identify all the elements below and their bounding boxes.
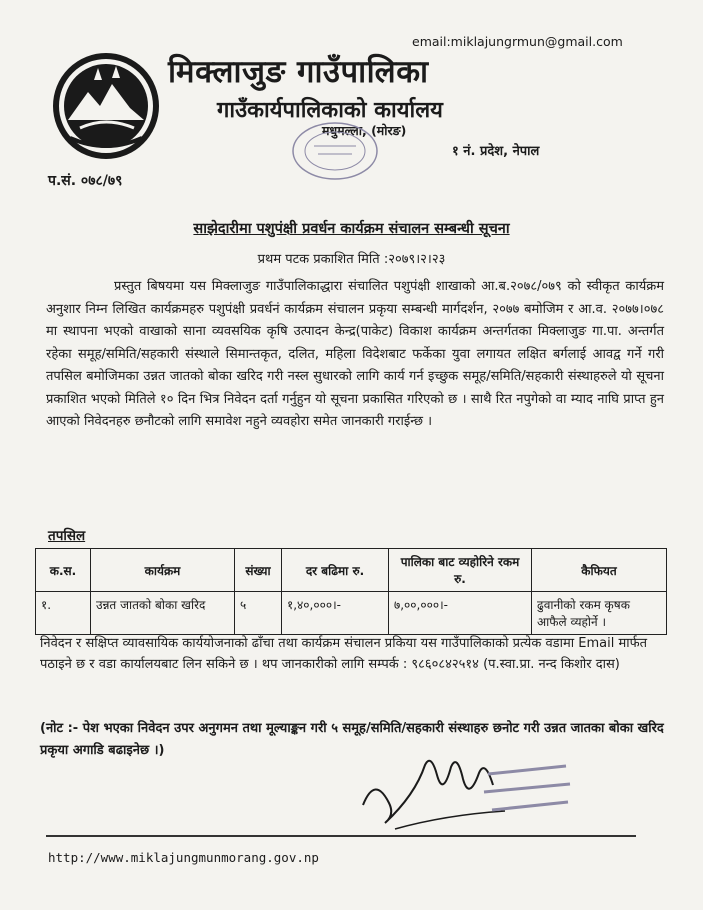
schedule-heading: तपसिल — [48, 528, 86, 544]
header-email: email:miklajungrmun@gmail.com — [412, 34, 623, 49]
publish-date: प्रथम पटक प्रकाशित मिति :२०७९।२।२३ — [257, 252, 446, 267]
reference-number: प.सं. ०७८/७९ — [48, 173, 123, 189]
cell-max-rate: १,४०,०००।- — [282, 592, 389, 635]
application-note: निवेदन र सक्षिप्त व्यावसायिक कार्ययोजनाको ढाँचा तथा कार्यक्रम संचालन प्रकिया यस गाउँपालिकाको प्रत्येक वडामा Email मार्फत पठाइने छ र वडा कार्यालयबाट लिन सकिने छ । थप जानकारीको लागि सम्पर्क : ९८६०८४२५१४ (प.स्वा.प्रा. नन्द किशोर दास) — [40, 636, 648, 672]
table-header-row — [36, 549, 667, 592]
column-header-remarks: कैफियत — [532, 549, 667, 592]
footer-divider — [46, 835, 636, 837]
cell-quantity: ५ — [235, 592, 282, 635]
municipality-title: मिक्लाजुङ गाउँपालिका — [168, 54, 429, 90]
province-label: १ नं. प्रदेश, नेपाल — [452, 144, 540, 159]
column-header-municipality-amount: पालिका बाट व्यहोरिने रकम रु. — [389, 549, 532, 592]
column-header-quantity: संख्या — [235, 549, 282, 592]
office-location: मधुमल्ला, (मोरङ) — [322, 123, 407, 138]
website-url: http://www.miklajungmunmorang.gov.np — [48, 850, 319, 865]
notice-body-text: प्रस्तुत बिषयमा यस मिक्लाजुङ गाउँपालिकाद्धारा संचालित पशुपंक्षी शाखाको आ.ब.२०७८/०७९ को स्वीकृत कार्यक्रम अनुशार निम्न लिखित कार्यक्रमहरु पशुपंक्षी प्रवर्धनं कार्यक्रम संचालन प्रकृया सम्बन्धी मार्गदर्शन, २०७७ बमोजिम र आ.व. २०७७।०७८ मा स्थापना भएको वाखाको साना व्यवसयिक कृषि उत्पादन केन्द्र(पाकेट) विकाश कार्यक्रम अन्तर्गतका मिक्लाजुङ गा.पा. अन्तर्गत रहेका समूह/समिति/सहकारी संस्थाले सिमान्तकृत, दलित, महिला विदेशबाट फर्केका युवा लगायत लक्षित बर्गलाई आवद्व गर्ने गरी तपसिल बमोजिमका उन्नत जातको बोका खरिद गरी नस्ल सुधारको लागि कार्य गर्न इच्छुक समूह/समिति/सहकारी संस्थाहरुले यो सूचना प्रकाशित भएको मितिले १० दिन भित्र निवेदन दर्ता गर्नुहुन यो सूचना प्रकासित गरिएको छ । साथै रित नपुगेको वा म्याद नाघि प्राप्त हुन आएको निवेदनहरु छनौटको लागि समावेश नहुने व्यवहोरा समेत जानकारी गराईन्छ । — [46, 279, 664, 429]
column-header-max-rate: दर बढिमा रु. — [282, 549, 389, 592]
selection-note: (नोट :- पेश भएका निवेदन उपर अनुगमन तथा मूल्याङ्कन गरी ५ समूह/समिति/सहकारी संस्थाहरु छनोट गरी उन्नत जातका बोका खरिद प्रकृया अगाडि बढाइनेछ ।) — [40, 721, 664, 758]
column-header-serial: क.स. — [36, 549, 91, 592]
officer-stamp-icon — [478, 760, 578, 830]
schedule-table — [35, 548, 667, 635]
municipality-emblem-icon — [50, 50, 162, 162]
column-header-program: कार्यक्रम — [91, 549, 235, 592]
cell-program: उन्नत जातको बोका खरिद — [91, 592, 235, 635]
office-subtitle: गाउँकार्यपालिकाको कार्यालय — [217, 98, 443, 123]
table-row — [36, 592, 667, 635]
notice-body — [46, 276, 664, 434]
notice-subject: साझेदारीमा पशुपंक्षी प्रवर्धन कार्यक्रम संचालन सम्बन्धी सूचना — [193, 221, 510, 237]
cell-municipality-amount: ७,००,०००।- — [389, 592, 532, 635]
cell-serial: १. — [36, 592, 91, 635]
cell-remarks: ढुवानीको रकम कृषक आफैले व्यहोर्ने । — [532, 592, 667, 635]
office-stamp-icon — [290, 120, 380, 182]
